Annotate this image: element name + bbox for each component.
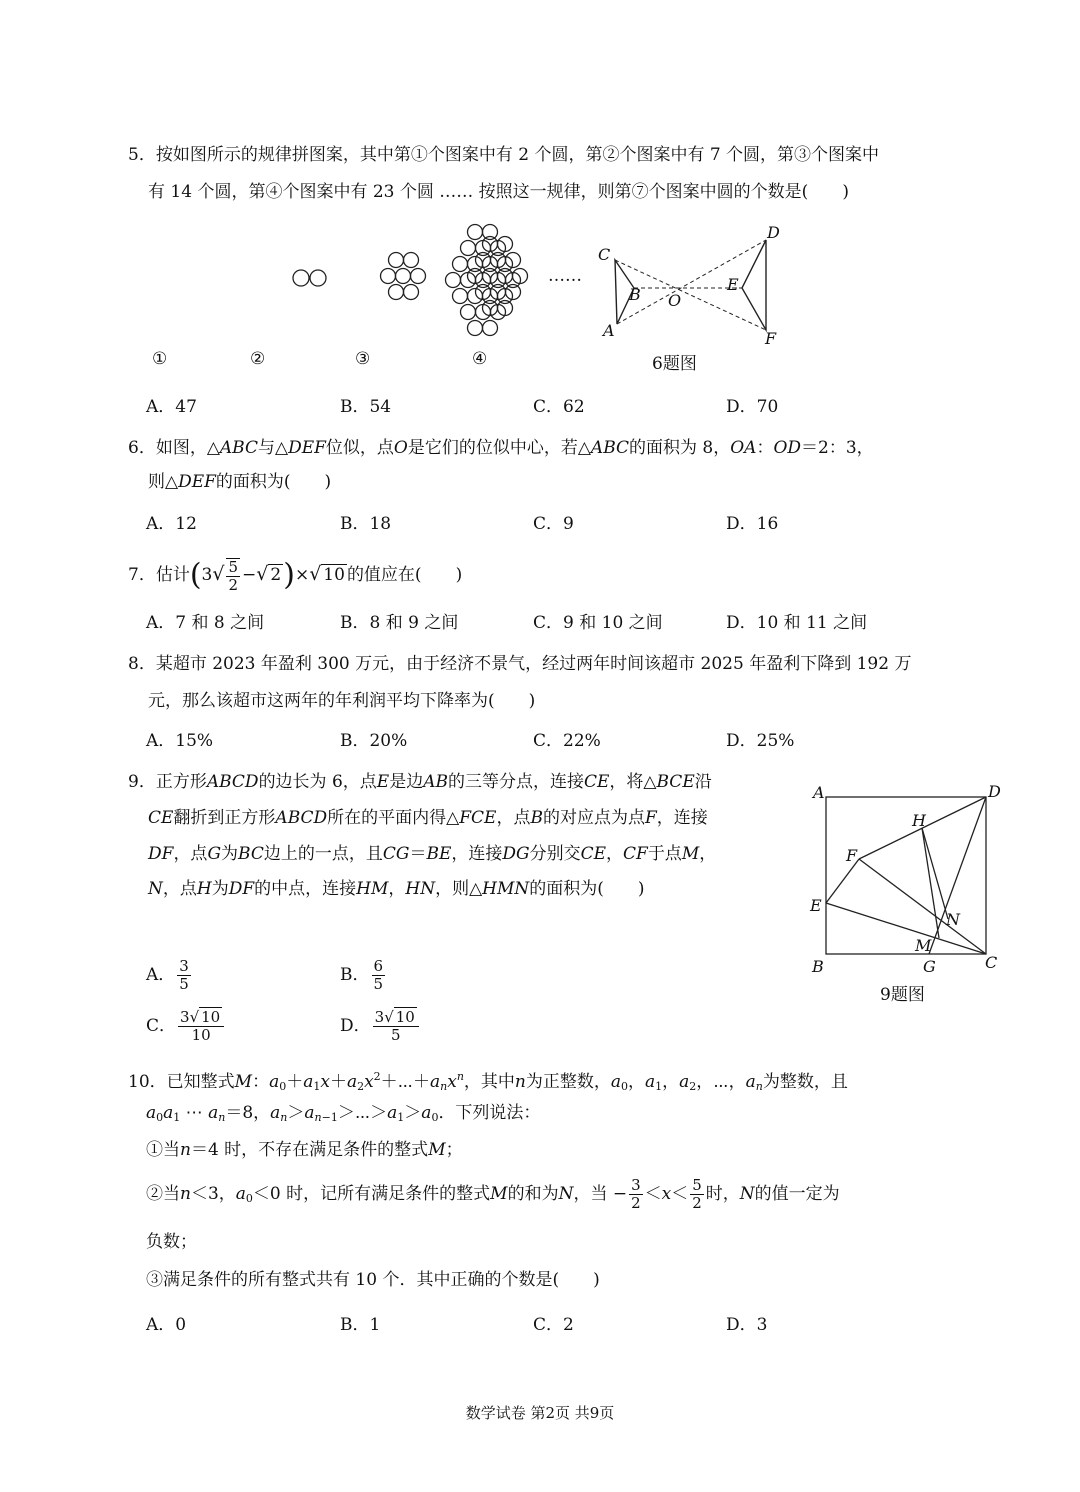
q9-option-d[interactable]: D． $\frac{3√ 10}{5}$ [340,1006,421,1046]
q6-option-d[interactable]: D．16 [726,514,779,534]
q10-statement-1: ①当n＝4 时，不存在满足条件的整式M； [146,1140,463,1160]
fig9-label-d: D [988,782,1001,801]
q9-option-a[interactable]: A． $\frac{3}{5}$ [146,957,189,993]
q8-line2: 元，那么该超市这两年的年利润平均下降率为( ) [148,691,536,711]
q10-line2: $a_0a_1$ ⋯ $a_n=8$，$a_n>a_{n-1}>\cdots>a_1>a_0$．下列说法： [146,1103,541,1124]
page-footer: 数学试卷 第2页 共9页 [465,1404,615,1422]
fig6-label-b: B [629,285,641,304]
q10-statement-2-cont: 负数； [146,1232,197,1252]
fig6-label-d: D [767,223,780,242]
q6-line1: 6．如图，△ABC与△DEF位似，点O是它们的位似中心，若△ABC的面积为 8，OA：OD＝2：3， [128,438,874,458]
circle-pattern-4 [430,218,540,343]
fig9-label-g: G [923,957,936,975]
fig9-label-e: E [810,896,822,915]
figure-6-homothety [590,220,800,350]
pattern-label-3: ③ [355,349,371,369]
q5-option-c[interactable]: C．62 [533,397,585,417]
pattern-ellipsis: …… [548,266,582,286]
fig9-label-b: B [812,957,824,975]
q10-option-c[interactable]: C．2 [533,1315,574,1335]
q5-option-a[interactable]: A．47 [146,397,197,417]
q7-line: 7．估计(3√ $\frac{5}{2}$ −√ 2)×√ 10 的值应在( ) [128,557,463,594]
fig9-label-h: H [912,811,926,830]
q8-option-b[interactable]: B．20% [340,731,408,751]
q5-option-b[interactable]: B．54 [340,397,392,417]
q10-line1: 10．已知整式M：$a_0+a_1x+a_2x^2+\cdots+a_nx^n$，其中n为正整数，$a_0$，$a_1$，$a_2$，⋯，$a_n$为整数，且 [128,1070,848,1093]
q8-option-a[interactable]: A．15% [146,731,214,751]
fig6-label-f: F [765,329,777,348]
fig9-label-a: A [813,783,825,802]
fig9-label-c: C [985,953,998,972]
fig9-caption: 9题图 [880,985,925,1005]
q9-line1: 9．正方形ABCD的边长为 6，点E是边AB的三等分点，连接CE，将△BCE沿 [128,772,712,792]
fig6-label-c: C [598,245,611,264]
q10-option-b[interactable]: B．1 [340,1315,381,1335]
q9-option-c[interactable]: C． $\frac{3√ 10}{10}$ [146,1006,226,1046]
fig9-label-f: F [846,846,858,865]
pattern-label-1: ① [152,349,168,369]
q9-line2: CE翻折到正方形ABCD所在的平面内得△FCE，点B的对应点为点F，连接 [148,808,708,828]
q8-line1: 8．某超市 2023 年盈利 300 万元，由于经济不景气，经过两年时间该超市 2025 年盈利下降到 192 万 [128,654,912,674]
q10-statement-2: ②当n＜3，$a_0<0$ 时，记所有满足条件的整式M的和为N，当 − $\frac{3}{2}$ ＜x＜ $\frac{5}{2}$ 时，N的值一定为 [146,1176,840,1212]
q8-option-c[interactable]: C．22% [533,731,601,751]
q10-option-d[interactable]: D．3 [726,1315,768,1335]
q7-option-b[interactable]: B．8 和 9 之间 [340,613,459,633]
q6-option-c[interactable]: C．9 [533,514,574,534]
fig6-label-a: A [603,321,615,340]
q10-statement-3: ③满足条件的所有整式共有 10 个．其中正确的个数是( ) [146,1270,600,1290]
q9-option-b[interactable]: B． $\frac{6}{5}$ [340,957,384,993]
fig9-label-m: M [915,936,932,955]
q5-line2: 有 14 个圆，第④个图案中有 23 个圆 …… 按照这一规律，则第⑦个图案中圆的个数是( ) [148,182,849,202]
q9-line4: N，点H为DF的中点，连接HM，HN，则△HMN的面积为( ) [148,879,645,899]
figure-9-square [800,775,1015,975]
pattern-label-4: ④ [472,349,488,369]
q6-option-b[interactable]: B．18 [340,514,392,534]
fig6-caption: 6题图 [652,354,697,374]
q6-line2: 则△DEF的面积为( ) [148,472,332,492]
q8-option-d[interactable]: D．25% [726,731,795,751]
pattern-label-2: ② [250,349,266,369]
q6-option-a[interactable]: A．12 [146,514,197,534]
q7-option-d[interactable]: D．10 和 11 之间 [726,613,868,633]
fig9-label-n: N [946,910,960,929]
fig6-label-e: E [727,275,739,294]
fig6-label-o: O [668,291,682,310]
q7-option-c[interactable]: C．9 和 10 之间 [533,613,663,633]
q5-line1: 5．按如图所示的规律拼图案，其中第①个图案中有 2 个圆，第②个图案中有 7 个圆，第③个图案中 [128,145,880,165]
q9-line3: DF，点G为BC边上的一点，且CG＝BE，连接DG分别交CE，CF于点M， [148,844,717,864]
q5-option-d[interactable]: D．70 [726,397,779,417]
q10-option-a[interactable]: A．0 [146,1315,187,1335]
q7-option-a[interactable]: A．7 和 8 之间 [146,613,265,633]
